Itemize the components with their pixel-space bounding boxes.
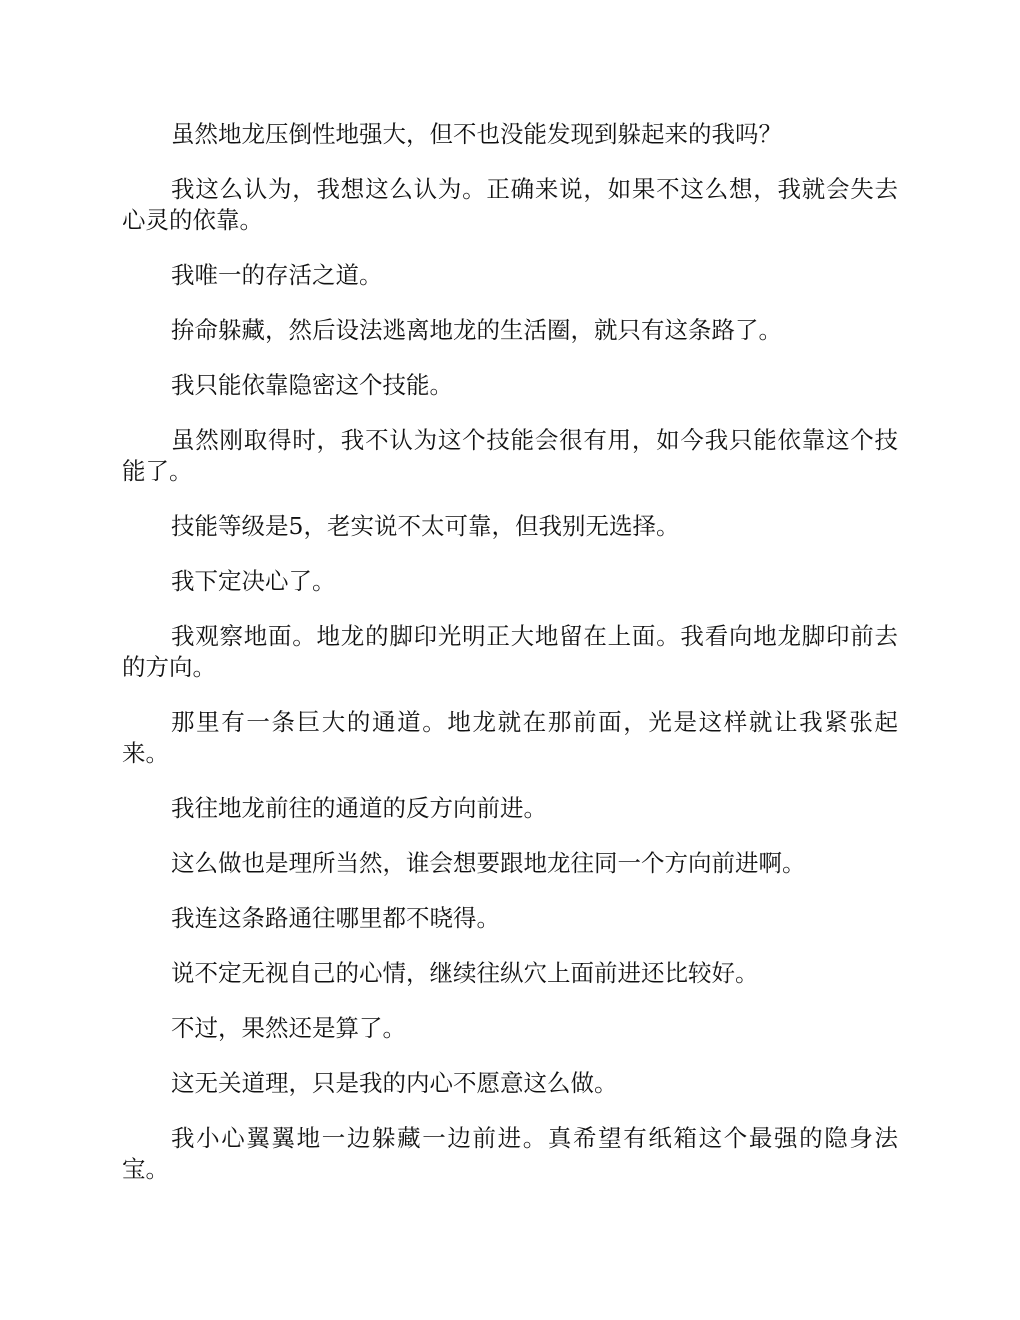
paragraph-17: 我小心翼翼地一边躲藏一边前进。真希望有纸箱这个最强的隐身法宝。	[122, 1124, 898, 1183]
paragraph-12: 这么做也是理所当然，谁会想要跟地龙往同一个方向前进啊。	[171, 849, 806, 877]
paragraph-16: 这无关道理，只是我的内心不愿意这么做。	[171, 1069, 618, 1097]
paragraph-10: 那里有一条巨大的通道。地龙就在那前面，光是这样就让我紧张起来。	[122, 708, 898, 767]
paragraph-2: 我这么认为，我想这么认为。正确来说，如果不这么想，我就会失去心灵的依靠。	[122, 175, 898, 234]
paragraph-8: 我下定决心了。	[171, 567, 336, 595]
paragraph-13: 我连这条路通往哪里都不晓得。	[171, 904, 500, 932]
paragraph-14: 说不定无视自己的心情，继续往纵穴上面前进还比较好。	[171, 959, 759, 987]
paragraph-9: 我观察地面。地龙的脚印光明正大地留在上面。我看向地龙脚印前去的方向。	[122, 622, 898, 681]
paragraph-6: 虽然刚取得时，我不认为这个技能会很有用，如今我只能依靠这个技能了。	[122, 426, 898, 485]
paragraph-7: 技能等级是5，老实说不太可靠，但我别无选择。	[171, 512, 680, 540]
paragraph-11: 我往地龙前往的通道的反方向前进。	[171, 794, 547, 822]
document-body	[122, 119, 898, 1209]
paragraph-1: 虽然地龙压倒性地强大，但不也没能发现到躲起来的我吗？	[171, 120, 782, 148]
paragraph-15: 不过，果然还是算了。	[171, 1014, 406, 1042]
paragraph-5: 我只能依靠隐密这个技能。	[171, 371, 453, 399]
paragraph-3: 我唯一的存活之道。	[171, 261, 383, 289]
paragraph-4: 拚命躲藏，然后设法逃离地龙的生活圈，就只有这条路了。	[171, 316, 782, 344]
